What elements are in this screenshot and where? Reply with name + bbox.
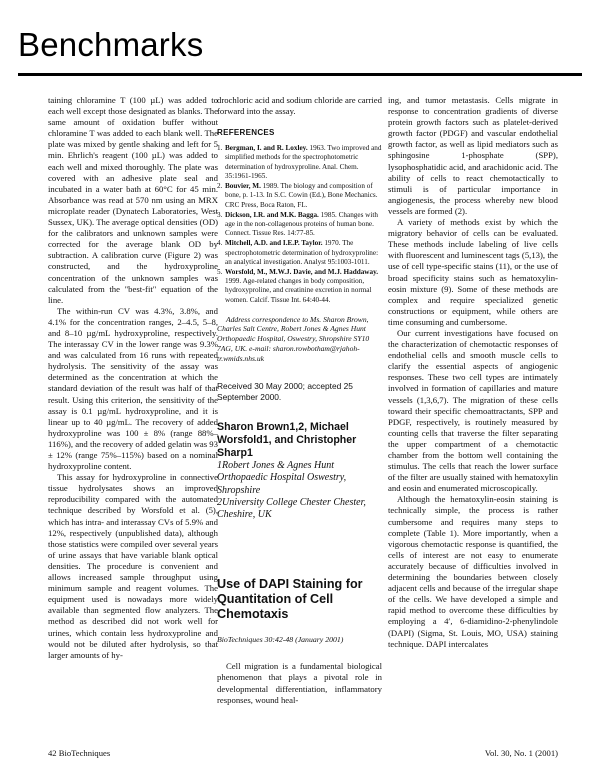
header-rule xyxy=(18,73,582,76)
reference-item: 4. Mitchell, A.D. and I.E.P. Taylor. 1970. The spectrophotometric determination of hydroxyproline: an analytical investigation. Analyst 95:1003-1011. xyxy=(217,239,379,266)
article-citation: BioTechniques 30:42-48 (January 2001) xyxy=(217,635,344,645)
references-heading: REFERENCES xyxy=(217,128,275,138)
article-authors: Sharon Brown1,2, Michael Worsfold1, and Christopher Sharp1 xyxy=(217,421,357,460)
column-1 xyxy=(48,95,218,661)
reference-item: 2. Bouvier, M. 1989. The biology and composition of bone, p. 1-13. In S.C. Cowin (Ed.), Bone Mechanics. CRC Press, Boca Raton, FL. xyxy=(217,182,378,209)
paragraph: The within-run CV was 4.3%, 3.8%, and 4.1% for the concentration ranges, 2–4.5, 5–8, and 8–10 µg/mL hydroxyproline, respectively. The interassay CV in the lower range was 9.3% and was calculated from 16 runs with repeated hydrolysis. The sensitivity of the assay was determined as the concentration at which the standard deviation of the result was half of that result. Using this criterion, the sensitivity of the assay is 0.1 µg/mL hydroxyproline, and it is linear up to 40 µg/mL. The recovery of added hydroxyproline was 100 ± 8% (range 88%–116%), and the recovery of added gelatin was 93 ± 12% (range 75%–115%) based on a nominal hydroxyproline content. xyxy=(48,305,218,472)
author-affiliation: 2University College Chester Chester, Cheshire, UK xyxy=(217,496,366,521)
paragraph: Cell migration is a fundamental biological phenomenon that plays a pivotal role in developmental differentiation, inflammatory responses, wound heal- xyxy=(217,661,382,705)
paragraph: This assay for hydroxyproline in connective tissue hydrolysates shows an improved reproducibility compared with the automated technique described by Worsfold et al. (5), which has intra- and interassay CVs of 5.9% and 12%, respectively (unpublished data), although those statistics were compiled over several years of urine assays that have variable blank optical densities. The procedure is convenient and allows increased sample throughput using minimum sample and reagent volumes. The equipment used is nowadays more widely available than segmented flow analyzers. The method as described did not work well for urines, which contain less hydroxyproline and would not be diluted after hydrolysis, so that larger amounts of hy- xyxy=(48,472,218,660)
footer-page-label: 42 BioTechniques xyxy=(48,748,111,758)
article-title: Use of DAPI Staining for Quantitation of Cell Chemotaxis xyxy=(217,577,363,622)
correspondence-note: Address correspondence to Ms. Sharon Brown, Charles Salt Centre, Robert Jones & Agnes Hunt Orthopaedic Hospital, Oswestry, Shropshire SY10 7AG, UK. e-mail: sharon.rowbotham@rjahoh-tr.wmids.nhs.uk xyxy=(217,314,370,363)
paragraph: ing, and tumor metastasis. Cells migrate in response to concentration gradients of diverse protein growth factors such as platelet-derived growth factor (PDGF) and vascular endothelial growth factor, as well as lipid mediators such as sphingosine 1-phosphate (SPP), lysophosphatidic acid, and arachidonic acid. The ability of cells to react chemotactically to stimuli is of particular importance in angiogenesis, the process whereby new blood vessels are formed (2). xyxy=(388,95,558,216)
received-date: Received 30 May 2000; accepted 25 September 2000. xyxy=(217,381,353,403)
paragraph: drochloric acid and sodium chloride are carried forward into the assay. xyxy=(217,95,382,117)
column-3 xyxy=(388,95,558,650)
reference-item: 1. Bergman, I. and R. Loxley. 1963. Two improved and simplified methods for the spectrophotometric determination of hydroxyproline. Anal. Chem. 35:1961-1965. xyxy=(217,144,382,180)
column-2 xyxy=(217,95,382,706)
footer-volume-label: Vol. 30, No. 1 (2001) xyxy=(484,748,558,758)
author-affiliation: 1Robert Jones & Agnes Hunt Orthopaedic Hospital Oswestry, Shropshire xyxy=(217,460,347,496)
page-header-title: Benchmarks xyxy=(18,26,204,63)
paragraph: Although the hematoxylin-eosin staining is technically simple, the process is rather cumbersome and requires many steps to complete (Table 1). More importantly, when a vigorous chemotactic response is quantified, the cells of interest are not easy to enumerate accurately because of difficulties involved in determining the boundaries between closely adjacent cells and because of the irregular shape of the cells. We have developed a simple and rapid method to overcome these difficulties by employing a 4′, 6-diamidino-2-phenylindole (DAPI) (Sigma, St. Louis, MO, USA) staining technique. DAPI intercalates xyxy=(388,494,558,649)
reference-item: 3. Dickson, I.R. and M.K. Bagga. 1985. Changes with age in the non-collagenous proteins of human bone. Connect. Tissue Res. 14:77-85. xyxy=(217,210,378,238)
reference-item: 5. Worsfold, M., M.W.J. Davie, and M.J. Haddaway. 1999. Age-related changes in body composition, hydroxyproline, and creatinine excretion in normal women. Calcif. Tissue Int. 64:40-44. xyxy=(217,267,379,304)
paragraph: Our current investigations have focused on the characterization of chemotactic responses of endothelial cells and smooth muscle cells to clarify the essential aspects of angiogenic responses. These two cell types are intimately involved in formation of capillaries and mature vessels (1,3,6,7). The migration of these cells toward their specific chemoattractants, SPP and PDGF, respectively, is routinely measured by counting cells that traverse the filter separating the upper compartment of a chemotactic chamber from the bottom well containing the stimulus. The cells that reach the lower surface of the filter are usually stained with hematoxylin and eosin and enumerated microscopically. xyxy=(388,327,558,494)
paragraph: A variety of methods exist by which the migratory behavior of cells can be evaluated. These methods include labeling of live cells with fluorescent and luminescent tags (5,13), the use of cell type-specific stains (11), or the use of broad specificity stains such as hematoxylin-eosin mixture (9). Some of these methods are complex and require specialized genetic constructions or equipment, while others are time consuming and cumbersome. xyxy=(388,217,558,327)
paragraph: taining chloramine T (100 µL) was added to each well except those designated as blanks. The same amount of oxidation buffer without chloramine T was added to each blank well. The plate was mixed by gentle shaking and left for 5 min. Ehrlich's reagent (100 µL) was added to each well and mixed thoroughly. The plate was covered with an adhesive plate seal and incubated in a water bath at 60°C for 45 min. Absorbance was read at 570 nm using an MRX microplate reader (Dynatech Laboratories, West Sussex, UK). The average optical densities (OD) for the calibrators and unknown samples were corrected for the average blank OD by subtraction. A calibration curve (Figure 2) was constructed, and the hydroxyproline concentration of the unknown samples was calculated from the "best-fit" equation of the line. xyxy=(48,95,218,305)
